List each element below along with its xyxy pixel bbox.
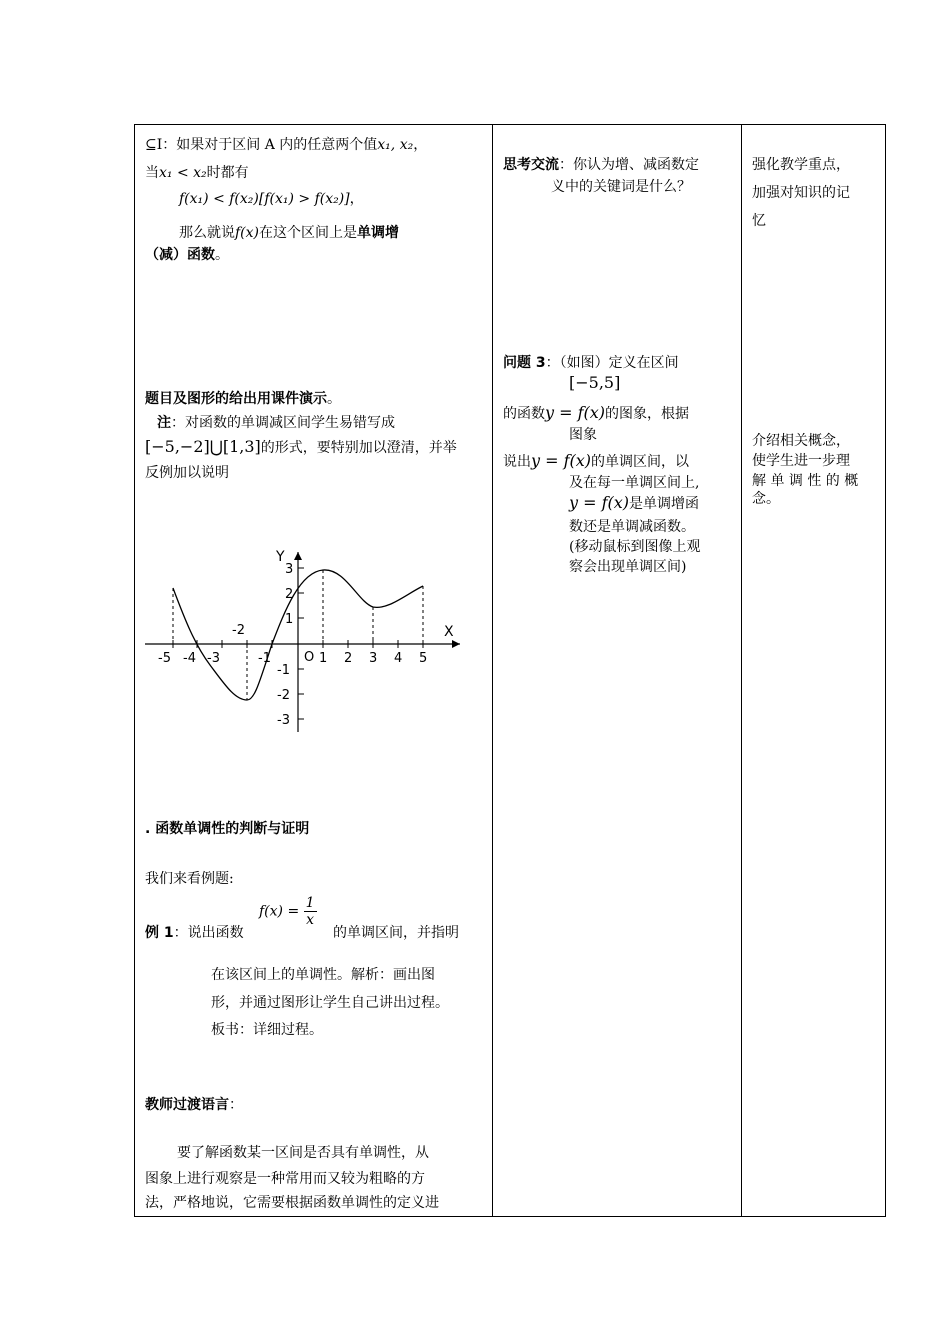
example-1-line-1-tail: 的单调区间，并指明	[333, 925, 459, 941]
inequality-math: f(x₁) < f(x₂)[f(x₁) > f(x₂)]	[179, 191, 350, 207]
example-1-line-2: 在该区间上的单调性。解析：画出图	[211, 967, 435, 983]
example-intro: 我们来看例题:	[145, 871, 234, 887]
x-tick-label: -5	[158, 651, 171, 666]
x1-lt-x2-math: x₁ < x₂	[159, 165, 207, 181]
question-3-line-1: 问题 3：（如图）定义在区间	[503, 355, 679, 371]
content-column	[135, 125, 492, 1216]
x-tick-label: -1	[258, 651, 271, 666]
y-tick-label: 1	[285, 612, 294, 627]
paragraph-line-2: 图象上进行观察是一种常用而又较为粗略的方	[145, 1171, 425, 1187]
question-3-line-7: 数还是单调减函数。	[569, 519, 695, 535]
paragraph-line-1: 要了解函数某一区间是否具有单调性，从	[177, 1145, 429, 1161]
note-2-line-1: 介绍相关概念，	[752, 433, 850, 449]
definition-line-5: （减）函数。	[145, 247, 229, 263]
fx-math: f(x)	[235, 225, 260, 241]
x-tick-label: -4	[183, 651, 196, 666]
question-3-line-4: 说出y = f(x)的单调区间，以	[503, 451, 690, 470]
definition-line-3: f(x₁) < f(x₂)[f(x₁) > f(x₂)]，	[179, 191, 364, 207]
warning-line-3: 反例加以说明	[145, 465, 229, 481]
x-tick-label: 5	[419, 651, 428, 666]
think-line-2: 义中的关键词是什么？	[551, 179, 691, 195]
x-tick-label: -3	[207, 651, 220, 666]
question-3-line-9: 察会出现单调区间)	[569, 559, 687, 575]
section-title: . 函数单调性的判断与证明	[145, 821, 310, 837]
example-1-line-4: 板书：详细过程。	[211, 1022, 323, 1038]
note-1-line-1: 强化教学重点，	[752, 157, 850, 173]
origin-label: O	[304, 650, 315, 665]
x-tick-label: 3	[369, 651, 378, 666]
question-3-line-2: 的函数y = f(x)的图象，根据	[503, 403, 690, 422]
definition-line-1: ⊆I：如果对于区间 A 内的任意两个值x₁, x₂，	[145, 137, 428, 153]
activity-column	[493, 125, 741, 1216]
x-axis-arrow	[452, 640, 460, 648]
yfx-math: y = f(x)	[545, 403, 606, 422]
x-tick-label: 4	[394, 651, 403, 666]
y-tick-label: -2	[277, 688, 290, 703]
definition-line-4: 那么就说f(x)在这个区间上是单调增	[179, 225, 400, 241]
note-2-line-3: 解 单 调 性 的 概	[752, 473, 859, 489]
note-1-line-3: 忆	[752, 213, 766, 229]
notes-column	[742, 125, 885, 1216]
y-tick-label: -3	[277, 713, 290, 728]
warning-line-1: 注：对函数的单调减区间学生易错写成	[157, 415, 395, 431]
y-tick-label: -1	[277, 663, 290, 678]
reciprocal-function: f(x) = $\frac{1}{x}$	[259, 895, 315, 928]
interval-union-math: [−5,−2]⋃[1,3]	[145, 437, 261, 456]
x-tick-label: 2	[344, 651, 353, 666]
definition-line-2: 当x₁ < x₂时都有	[145, 165, 249, 181]
y-axis-label: Y	[276, 549, 285, 565]
paragraph-line-3: 法，严格地说，它需要根据函数单调性的定义进	[145, 1195, 439, 1211]
teacher-transition-heading: 教师过渡语言：	[145, 1097, 243, 1113]
x-tick-label: 1	[319, 651, 328, 666]
example-1-line-1: 例 1：说出函数	[145, 925, 244, 941]
y-tick-label: 3	[285, 562, 294, 577]
function-graph	[140, 540, 480, 740]
demo-note: 题目及图形的给出用课件演示。	[145, 391, 341, 407]
x-axis-label: X	[444, 624, 454, 640]
note-2-line-2: 使学生进一步理	[752, 453, 850, 469]
example-1-line-3: 形，并通过图形让学生自己讲出过程。	[211, 995, 449, 1011]
note-2-line-4: 念。	[752, 491, 780, 507]
warning-line-2: [−5,−2]⋃[1,3]的形式，要特别加以澄清，并举	[145, 437, 457, 456]
lesson-table	[134, 124, 886, 1217]
question-3-line-8: (移动鼠标到图像上观	[569, 539, 701, 555]
fraction-one-over-x: $\frac{1}{x}$	[305, 895, 315, 928]
think-line-1: 思考交流：你认为增、减函数定	[503, 157, 699, 173]
question-3-line-6: y = f(x)是单调增函	[569, 493, 700, 512]
y-tick-label: 2	[285, 587, 294, 602]
note-1-line-2: 加强对知识的记	[752, 185, 850, 201]
x-tick-label: -2	[232, 623, 245, 638]
x1-x2-math: x₁, x₂	[377, 137, 414, 153]
y-axis-arrow	[294, 552, 302, 560]
yfx-math: y = f(x)	[569, 493, 630, 512]
yfx-math: y = f(x)	[531, 451, 592, 470]
question-3-line-3: 图象	[569, 427, 597, 443]
interval-math: [−5,5]	[569, 373, 621, 392]
question-3-line-5: 及在每一单调区间上,	[569, 475, 700, 491]
